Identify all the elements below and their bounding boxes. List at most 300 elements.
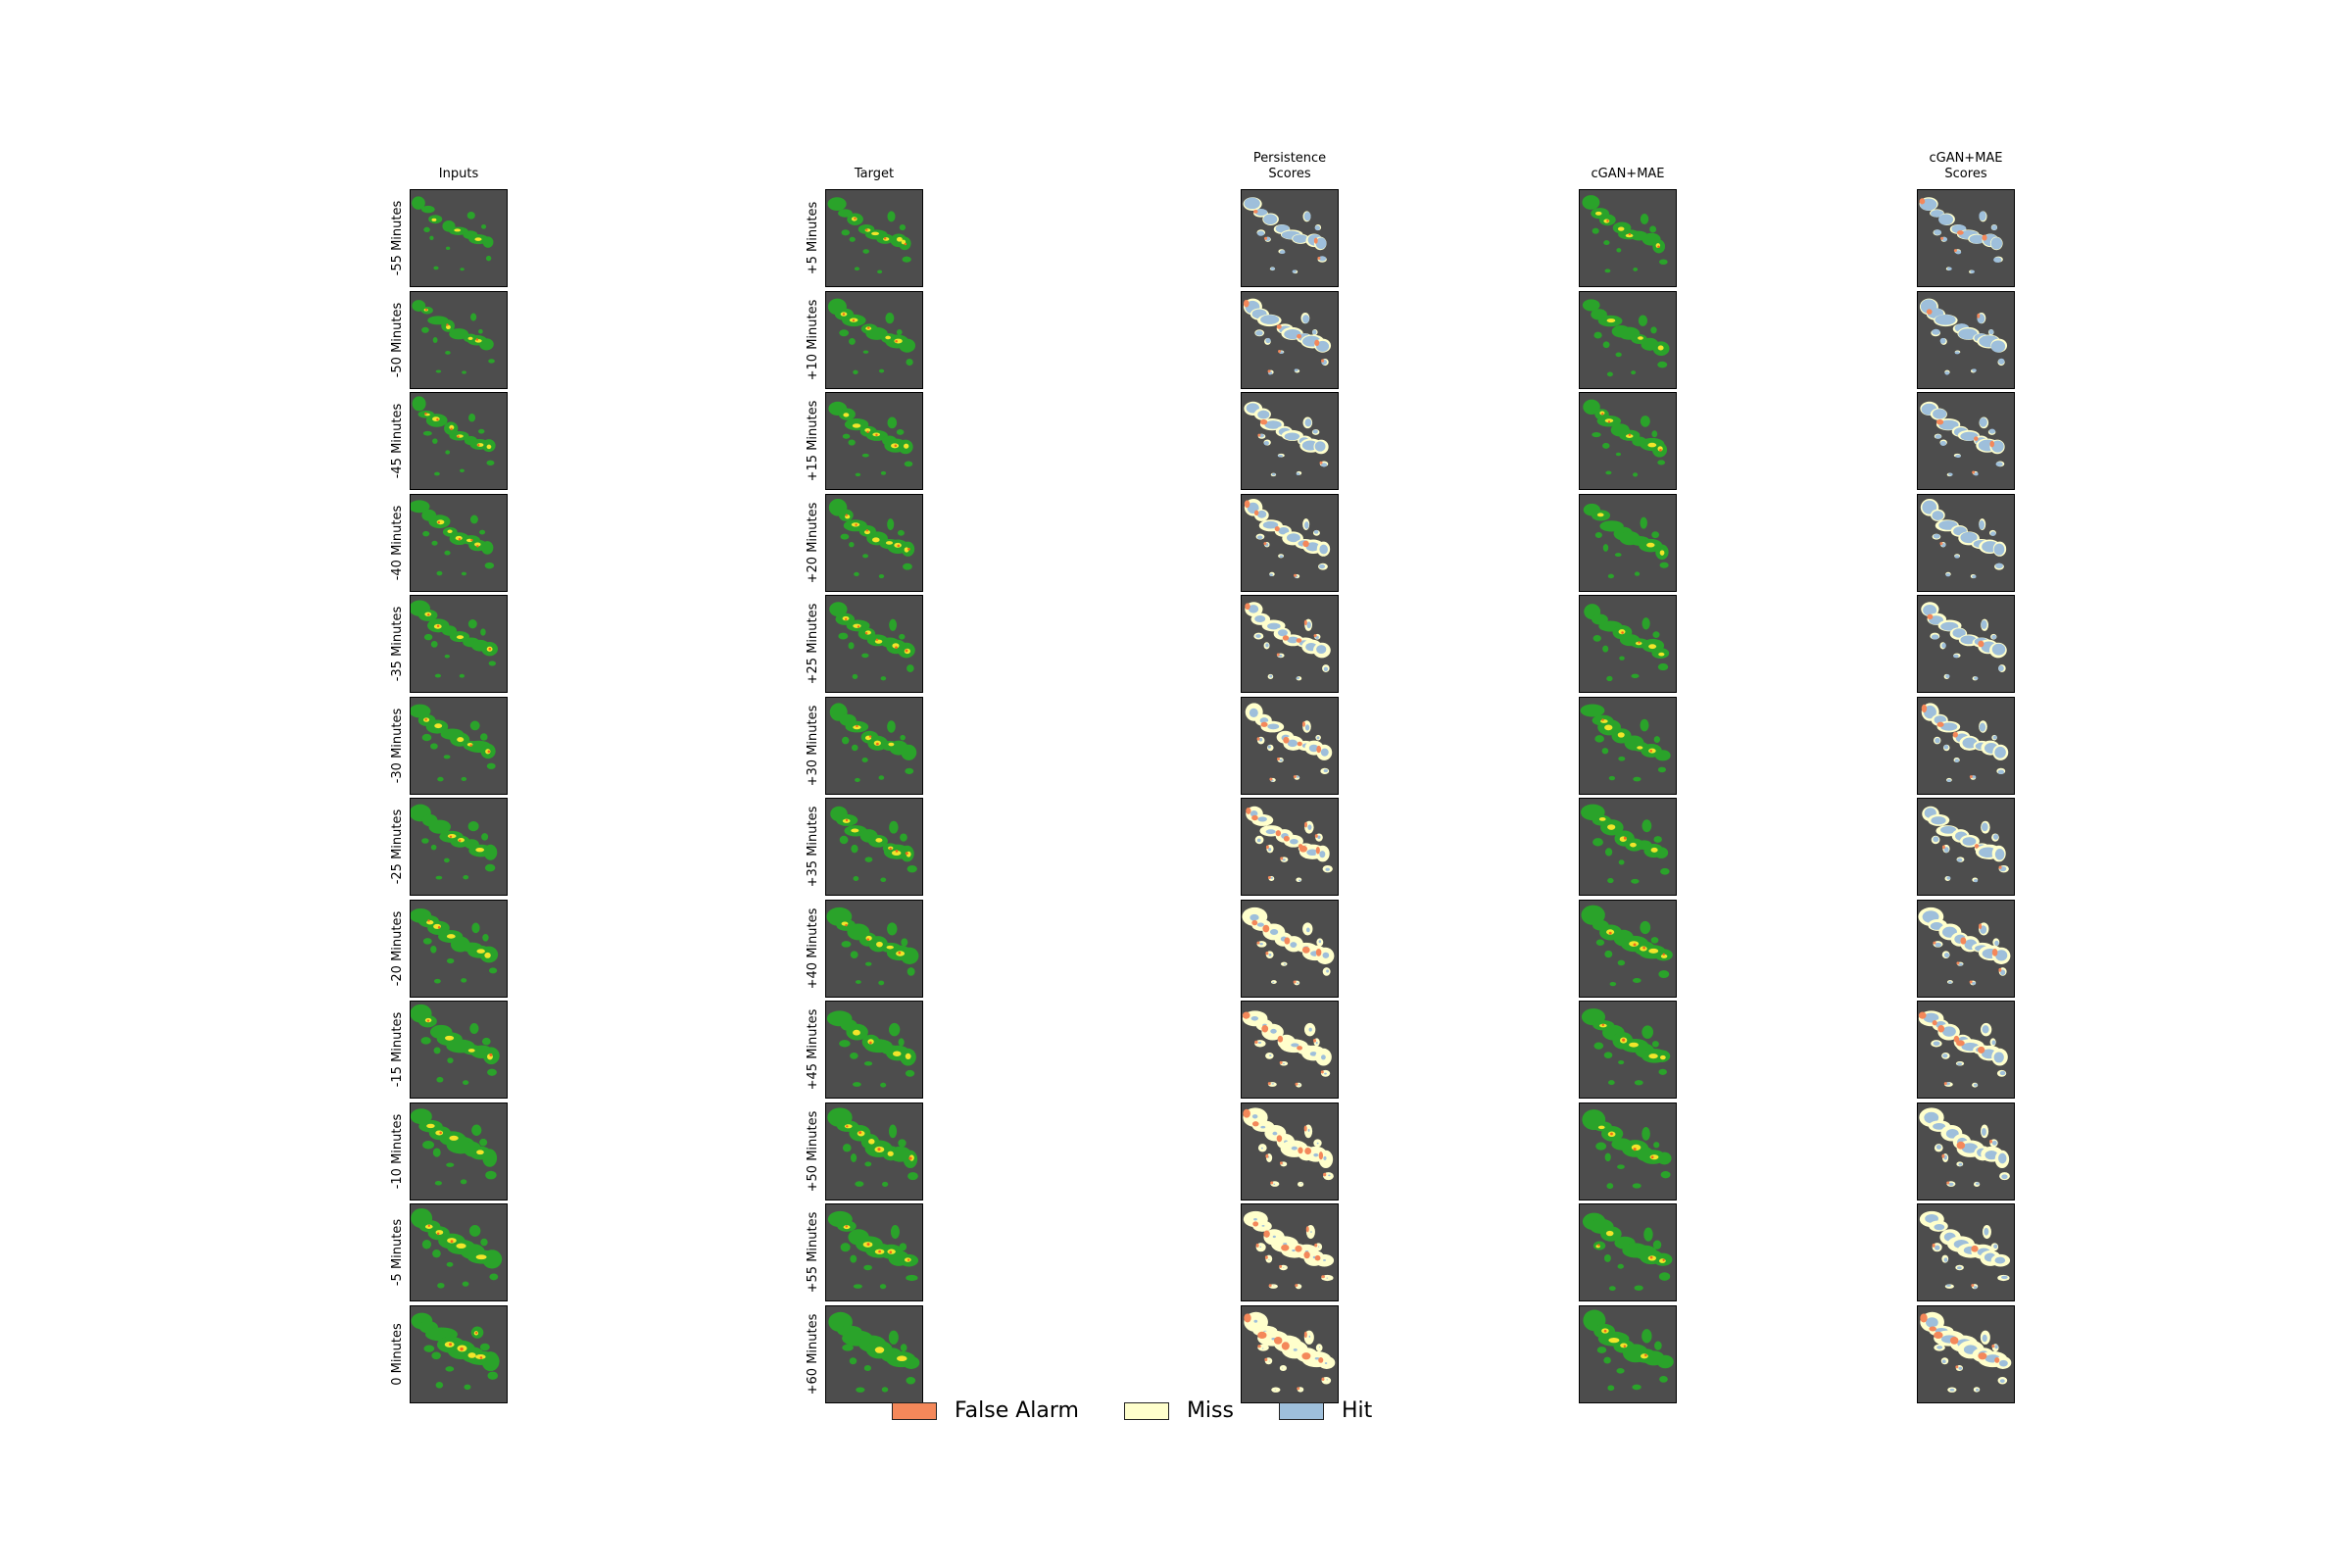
light-precip-cell [850, 1357, 858, 1364]
light-precip-cell [1649, 225, 1656, 232]
moderate-precip-cell [476, 1150, 484, 1154]
light-precip-cell [447, 1262, 454, 1267]
moderate-precip-cell [868, 1139, 874, 1145]
false-alarm-region [1929, 1326, 1936, 1331]
false-alarm-region [1946, 1181, 1949, 1184]
false-alarm-region [1263, 1231, 1269, 1238]
false-alarm-region [1264, 237, 1267, 240]
hit-region [1270, 268, 1274, 270]
heavy-precip-cell [424, 413, 426, 415]
false-alarm-region [1260, 419, 1267, 424]
light-precip-cell [861, 654, 868, 659]
moderate-precip-cell [435, 1130, 443, 1135]
heavy-precip-cell [427, 613, 429, 615]
light-precip-cell [1595, 1143, 1606, 1151]
light-precip-cell [1657, 362, 1667, 368]
light-precip-cell [1605, 471, 1611, 475]
light-precip-cell [460, 674, 465, 678]
light-precip-cell [851, 951, 858, 958]
light-precip-cell [843, 1144, 852, 1152]
light-precip-cell [436, 876, 443, 880]
moderate-precip-cell [476, 1254, 487, 1259]
heavy-precip-cell [1638, 641, 1640, 643]
light-precip-cell [445, 351, 451, 355]
hit-region [1300, 1183, 1301, 1184]
row-label: -55 Minutes [390, 200, 405, 276]
false-alarm-region [1321, 359, 1324, 362]
radar-map-panel [410, 189, 508, 287]
heavy-precip-cell [846, 1225, 848, 1227]
hit-region [1310, 1231, 1311, 1233]
light-precip-cell [864, 1161, 871, 1166]
heavy-precip-cell [884, 237, 886, 239]
light-precip-cell [838, 633, 848, 640]
hit-region [1970, 270, 1975, 273]
hit-region [1992, 1141, 1997, 1146]
light-precip-cell [433, 1047, 440, 1054]
light-precip-cell [882, 1182, 888, 1187]
heavy-precip-cell [1634, 943, 1637, 946]
hit-region [1936, 1346, 1942, 1349]
hit-region [1974, 1084, 1978, 1087]
false-alarm-region [1956, 961, 1959, 964]
hit-region [1272, 473, 1276, 475]
false-alarm-region [1251, 920, 1257, 925]
radar-map-panel [410, 595, 508, 693]
hit-region [1948, 981, 1952, 984]
light-precip-cell [854, 572, 859, 576]
hit-region [1278, 455, 1283, 458]
light-precip-cell [1658, 663, 1668, 670]
hit-region [1307, 824, 1311, 830]
false-alarm-region [1297, 1387, 1299, 1390]
light-precip-cell [840, 836, 849, 844]
score-map [1918, 393, 2014, 489]
score-map-panel [1241, 1102, 1339, 1200]
hit-region [1294, 1348, 1298, 1351]
hit-region [1267, 723, 1279, 729]
heavy-precip-cell [867, 1243, 870, 1246]
light-precip-cell [880, 877, 886, 882]
radar-map [1580, 799, 1676, 895]
heavy-precip-cell [866, 938, 869, 941]
false-alarm-region [1254, 511, 1258, 516]
moderate-precip-cell [875, 838, 882, 842]
hit-region [1994, 1345, 1997, 1348]
moderate-precip-cell [876, 942, 883, 948]
light-precip-cell [423, 1346, 434, 1352]
light-precip-cell [1652, 1041, 1659, 1047]
false-alarm-region [1998, 968, 2001, 972]
hit-region [1988, 329, 1993, 334]
moderate-precip-cell [474, 237, 481, 240]
light-precip-cell [1608, 1080, 1615, 1085]
false-alarm-region [1283, 635, 1289, 640]
light-precip-cell [848, 440, 855, 446]
score-map-panel [1241, 494, 1339, 592]
light-precip-cell [881, 471, 886, 475]
moderate-precip-cell [426, 920, 433, 924]
hit-region [1304, 418, 1311, 426]
radar-map [826, 1204, 922, 1300]
hit-region [1262, 1225, 1265, 1227]
false-alarm-region [1956, 1040, 1965, 1046]
light-precip-cell [897, 429, 905, 435]
moderate-precip-cell [1595, 212, 1602, 216]
light-precip-cell [420, 1037, 430, 1044]
hit-region [1257, 923, 1264, 927]
heavy-precip-cell [889, 848, 891, 850]
score-map [1918, 190, 2014, 286]
false-alarm-region [1316, 847, 1320, 855]
hit-region [1935, 315, 1955, 325]
light-precip-cell [1633, 777, 1641, 782]
light-precip-cell [487, 1069, 497, 1076]
light-precip-cell [445, 1366, 454, 1371]
light-precip-cell [480, 733, 488, 740]
light-precip-cell [482, 1250, 502, 1268]
light-precip-cell [862, 454, 869, 458]
light-precip-cell [433, 337, 438, 343]
false-alarm-region [1934, 1332, 1942, 1339]
false-alarm-region [1940, 237, 1943, 240]
moderate-precip-cell [1658, 345, 1664, 350]
false-alarm-region [1278, 1036, 1283, 1043]
hit-region [1931, 816, 1945, 824]
light-precip-cell [1633, 268, 1638, 271]
hit-region [1322, 953, 1329, 958]
light-precip-cell [856, 1387, 864, 1392]
heavy-precip-cell [470, 539, 472, 541]
row-label: -45 Minutes [390, 403, 405, 479]
radar-map-panel [410, 494, 508, 592]
miss-region [1280, 1365, 1287, 1371]
radar-map-panel [825, 697, 923, 795]
score-map [1918, 799, 2014, 895]
radar-map-panel [410, 900, 508, 998]
light-precip-cell [469, 1023, 478, 1034]
false-alarm-region [1318, 1357, 1323, 1363]
score-map [1242, 799, 1338, 895]
moderate-precip-cell [1607, 318, 1616, 322]
light-precip-cell [1631, 879, 1639, 884]
heavy-precip-cell [459, 538, 461, 540]
false-alarm-region [1266, 846, 1269, 850]
hit-region [1273, 1184, 1275, 1185]
heavy-precip-cell [854, 218, 856, 220]
hit-region [1995, 564, 2003, 568]
score-map-panel [1241, 595, 1339, 693]
light-precip-cell [485, 563, 494, 568]
hit-region [1319, 564, 1325, 568]
hit-region [1302, 315, 1309, 323]
light-precip-cell [864, 1061, 872, 1066]
light-precip-cell [849, 642, 855, 649]
heavy-precip-cell [876, 743, 879, 746]
hit-region [1245, 198, 1260, 210]
false-alarm-region [1315, 1255, 1321, 1261]
false-alarm-region [1920, 198, 1926, 204]
hit-region [1328, 1175, 1330, 1177]
radar-map-panel [1579, 798, 1677, 896]
false-alarm-region [1978, 641, 1984, 648]
radar-map-panel [825, 1102, 923, 1200]
light-precip-cell [1641, 214, 1648, 224]
moderate-precip-cell [1600, 719, 1608, 723]
row-label: +20 Minutes [806, 502, 820, 584]
score-map-panel [1917, 697, 2015, 795]
heavy-precip-cell [896, 850, 899, 853]
light-precip-cell [436, 1077, 443, 1083]
heavy-precip-cell [438, 926, 441, 929]
light-precip-cell [1631, 370, 1636, 374]
light-precip-cell [481, 224, 486, 229]
radar-map-panel [1579, 1001, 1677, 1099]
heavy-precip-cell [480, 1356, 483, 1359]
light-precip-cell [1653, 836, 1661, 843]
light-precip-cell [435, 674, 441, 678]
light-precip-cell [1618, 1060, 1624, 1064]
hit-region [1323, 1259, 1326, 1261]
hit-region [1994, 1052, 2004, 1062]
false-alarm-region [1302, 947, 1310, 954]
hit-region [1998, 359, 2004, 365]
hit-region [1983, 1025, 1989, 1033]
light-precip-cell [480, 1344, 490, 1351]
moderate-precip-cell [484, 953, 490, 958]
false-alarm-region [1244, 300, 1250, 308]
false-alarm-region [1939, 542, 1942, 545]
hit-region [1994, 747, 2006, 759]
light-precip-cell [433, 1148, 441, 1156]
heavy-precip-cell [477, 444, 479, 446]
false-alarm-region [1320, 462, 1323, 465]
light-precip-cell [429, 236, 433, 240]
hit-region [1257, 839, 1261, 843]
hit-region [1995, 849, 2005, 860]
light-precip-cell [431, 641, 438, 648]
radar-map [411, 901, 507, 997]
false-alarm-region [1314, 634, 1317, 637]
heavy-precip-cell [845, 924, 847, 926]
light-precip-cell [432, 438, 437, 444]
hit-region [1269, 954, 1272, 956]
score-map [1242, 596, 1338, 692]
false-alarm-region [1321, 1378, 1324, 1381]
false-alarm-region [1277, 1135, 1283, 1142]
column-title-inputs: Inputs [438, 167, 479, 181]
light-precip-cell [437, 1283, 444, 1289]
light-precip-cell [906, 1070, 914, 1077]
false-alarm-region [1245, 603, 1250, 610]
light-precip-cell [471, 923, 479, 934]
hit-region [1989, 429, 1995, 434]
light-precip-cell [434, 979, 441, 984]
hit-region [1993, 1245, 1997, 1249]
miss-swatch [1124, 1402, 1169, 1420]
hit-region [1972, 575, 1976, 578]
light-precip-cell [421, 327, 429, 333]
heavy-precip-cell [1663, 954, 1665, 956]
false-alarm-region [1989, 441, 1994, 448]
light-precip-cell [470, 721, 480, 731]
light-precip-cell [862, 758, 868, 762]
heavy-precip-cell [1662, 1259, 1664, 1261]
light-precip-cell [470, 314, 476, 321]
hit-region [1992, 644, 2006, 656]
moderate-precip-cell [904, 444, 908, 449]
score-map [1242, 190, 1338, 286]
false-alarm-region [1922, 705, 1927, 712]
light-precip-cell [468, 821, 479, 831]
hit-region [1269, 573, 1273, 576]
score-map-panel [1917, 291, 2015, 389]
false-alarm-region [1256, 1244, 1259, 1248]
row-label: -30 Minutes [390, 708, 405, 784]
false-alarm-region [1920, 1313, 1927, 1322]
hit-region [1963, 837, 1977, 846]
radar-map-panel [410, 1203, 508, 1301]
false-alarm-region [1316, 949, 1322, 956]
light-precip-cell [900, 735, 906, 741]
hit-region [1991, 237, 2002, 249]
radar-map-panel [825, 392, 923, 490]
light-precip-cell [431, 845, 437, 851]
light-precip-cell [1606, 1183, 1613, 1189]
moderate-precip-cell [888, 1152, 894, 1156]
radar-map [411, 1306, 507, 1402]
hit-region [1297, 472, 1300, 475]
score-map [1242, 495, 1338, 591]
false-alarm-region [1252, 1121, 1259, 1126]
heavy-precip-cell [470, 745, 472, 747]
row-label: +25 Minutes [806, 603, 820, 685]
false-alarm-swatch [892, 1402, 937, 1420]
score-map-panel [1917, 392, 2015, 490]
false-alarm-region [1950, 1337, 1958, 1345]
heavy-precip-cell [895, 646, 898, 649]
light-precip-cell [1593, 332, 1601, 339]
heavy-precip-cell [843, 313, 845, 315]
light-precip-cell [436, 1382, 444, 1389]
false-alarm-region [1323, 1173, 1326, 1177]
light-precip-cell [444, 755, 451, 759]
false-alarm-region [1257, 1345, 1260, 1348]
heavy-precip-cell [858, 1131, 861, 1134]
false-alarm-region [1971, 1246, 1978, 1252]
false-alarm-region [1269, 778, 1272, 781]
radar-map [1580, 1103, 1676, 1200]
light-precip-cell [1604, 269, 1610, 272]
light-precip-cell [487, 1372, 498, 1380]
light-precip-cell [1604, 1254, 1611, 1262]
light-precip-cell [1633, 1183, 1642, 1188]
hit-region [1326, 1278, 1328, 1279]
heavy-precip-cell [450, 836, 452, 838]
hit-region [1325, 868, 1329, 871]
light-precip-cell [1609, 1286, 1616, 1291]
score-map [1242, 393, 1338, 489]
hit-region [1280, 555, 1284, 558]
hit-region [1316, 1042, 1318, 1044]
hit-region [1321, 1054, 1326, 1059]
heavy-precip-cell [908, 1156, 911, 1159]
hit-region [1251, 1016, 1258, 1021]
false-alarm-region [1297, 1046, 1302, 1051]
score-map [1918, 1204, 2014, 1300]
light-precip-cell [431, 541, 437, 546]
hit-region [1293, 234, 1307, 243]
row-label: -15 Minutes [390, 1011, 405, 1088]
moderate-precip-cell [447, 530, 452, 533]
heavy-precip-cell [1642, 947, 1645, 950]
hit-region [1304, 521, 1309, 529]
score-map-panel [1917, 189, 2015, 287]
false-alarm-region [1277, 758, 1280, 760]
hit-region [1994, 941, 1999, 946]
hit-region [1325, 1362, 1328, 1364]
heavy-precip-cell [906, 852, 908, 855]
radar-map [826, 292, 922, 388]
moderate-precip-cell [445, 1036, 454, 1041]
light-precip-cell [479, 530, 485, 535]
light-precip-cell [480, 1239, 487, 1247]
light-precip-cell [865, 857, 873, 862]
hit-region [1940, 338, 1946, 344]
heavy-precip-cell [907, 548, 910, 551]
radar-map [1580, 698, 1676, 794]
legend-item-miss [1124, 1398, 1234, 1423]
moderate-precip-cell [448, 834, 457, 838]
heavy-precip-cell [853, 319, 855, 321]
radar-map [1580, 1002, 1676, 1098]
moderate-precip-cell [1606, 1231, 1614, 1236]
false-alarm-region [1954, 249, 1957, 252]
radar-map-panel [825, 1001, 923, 1099]
hit-region [1932, 511, 1943, 520]
radar-map-panel [1579, 595, 1677, 693]
hit-region [1941, 643, 1946, 648]
hit-region [1994, 1257, 2005, 1264]
light-precip-cell [435, 1181, 442, 1186]
light-precip-cell [855, 778, 860, 782]
false-alarm-region [1251, 815, 1258, 820]
false-alarm-region [1274, 1337, 1282, 1345]
light-precip-cell [1650, 326, 1656, 333]
heavy-precip-cell [475, 1332, 477, 1334]
hit-region [1976, 1389, 1979, 1392]
hit-region [1974, 879, 1978, 882]
light-precip-cell [905, 768, 913, 774]
light-precip-cell [1604, 1052, 1613, 1058]
hit-region [1996, 462, 2003, 466]
light-precip-cell [482, 1149, 497, 1166]
light-precip-cell [855, 267, 859, 270]
false-alarm-region [1304, 1332, 1307, 1338]
light-precip-cell [889, 1023, 900, 1036]
light-precip-cell [1581, 704, 1605, 716]
light-precip-cell [444, 551, 450, 556]
false-alarm-region [1295, 1284, 1298, 1287]
radar-map [411, 698, 507, 794]
row-label: -25 Minutes [390, 808, 405, 885]
hit-region [1283, 1063, 1285, 1064]
false-alarm-region [1933, 942, 1936, 945]
moderate-precip-cell [883, 237, 889, 241]
false-alarm-region [1994, 1357, 1999, 1363]
row-label: +60 Minutes [806, 1313, 820, 1396]
light-precip-cell [446, 247, 450, 250]
